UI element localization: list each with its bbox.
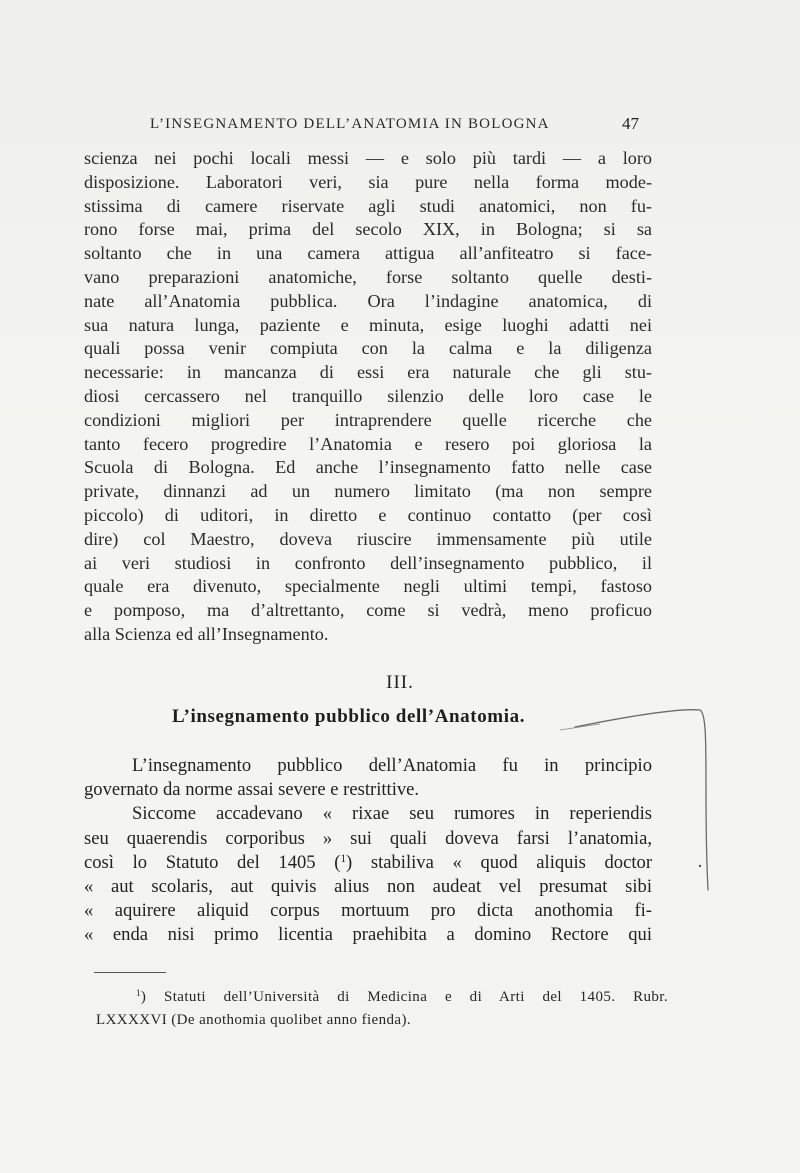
text-line: « enda nisi primo licentia praehibita a domino Rectore qui: [84, 924, 652, 946]
text-line: vano preparazioni anatomiche, forse soltanto quelle desti-: [84, 266, 652, 287]
text-line: ai veri studiosi in confronto dell’insegnamento pubblico, il: [84, 552, 652, 573]
page-number: 47: [622, 114, 639, 133]
footnote-line: LXXXXVI (De anothomia quolibet anno fienda).: [96, 1012, 412, 1028]
text-line: quali possa venir compiuta con la calma e la diligenza: [84, 338, 652, 359]
text-line: governato da norme assai severe e restrittive.: [84, 779, 420, 801]
text-line: soltanto che in una camera attigua all’anfiteatro si face-: [84, 243, 652, 264]
text-line: sua natura lunga, paziente e minuta, esige luoghi adatti nei: [84, 314, 652, 335]
footnote-text: ) Statuti dell’Università di Medicina e di Arti del 1405. Rubr.: [140, 989, 668, 1005]
text-line: dire) col Maestro, doveva riuscire immensamente più utile: [84, 528, 652, 549]
running-title: L’INSEGNAMENTO DELL’ANATOMIA IN BOLOGNA: [150, 116, 550, 132]
text-line: diosi cercassero nel tranquillo silenzio delle loro case le: [84, 385, 652, 406]
text-line: private, dinnanzi ad un numero limitato (ma non sempre: [84, 481, 652, 502]
footnote-marker: 1: [136, 988, 141, 999]
text-line: « aquirere aliquid corpus mortuum pro dicta anothomia fi-: [84, 900, 652, 922]
text-line: seu quaerendis corporibus » sui quali doveva farsi l’anatomia,: [84, 827, 652, 849]
text-line: condizioni migliori per intraprendere quelle ricerche che: [84, 409, 652, 430]
text-line: Scuola di Bologna. Ed anche l’insegnamento fatto nelle case: [84, 457, 652, 478]
text-line: alla Scienza ed all’Insegnamento.: [84, 623, 329, 644]
text-line: stissima di camere riservate agli studi anatomici, non fu-: [84, 195, 652, 216]
text-line: Siccome accadevano « rixae seu rumores in reperiendis: [132, 803, 652, 825]
footnote-reference[interactable]: 1: [340, 852, 347, 865]
text-line: « aut scolaris, aut quivis alius non audeat vel presumat sibi: [84, 876, 652, 898]
text-line: L’insegnamento pubblico dell’Anatomia fu in principio: [132, 755, 652, 776]
text-line: necessarie: in mancanza di essi era naturale che gli stu-: [84, 362, 652, 383]
text-line: disposizione. Laboratori veri, sia pure nella forma mode-: [84, 171, 652, 192]
section-number: III.: [386, 672, 414, 693]
section-title: L’insegnamento pubblico dell’Anatomia.: [172, 706, 526, 727]
text-line: quale era divenuto, specialmente negli ultimi tempi, fastoso: [84, 576, 652, 597]
statuto-text-after: ) stabiliva « quod aliquis doctor: [346, 851, 653, 873]
statuto-text-before: così lo Statuto del 1405 (: [84, 851, 341, 873]
text-line: nate all’Anatomia pubblica. Ora l’indagine anatomica, di: [84, 290, 652, 311]
text-line: piccolo) di uditori, in diretto e continuo contatto (per così: [84, 504, 652, 525]
text-line: rono forse mai, prima del secolo XIX, in Bologna; si sa: [84, 219, 652, 240]
text-line: tanto fecero progredire l’Anatomia e resero poi gloriosa la: [84, 433, 652, 454]
text-line: scienza nei pochi locali messi — e solo più tardi — a loro: [84, 148, 652, 168]
text-line: e pomposo, ma d’altrettanto, come si vedrà, meno proficuo: [84, 600, 652, 621]
